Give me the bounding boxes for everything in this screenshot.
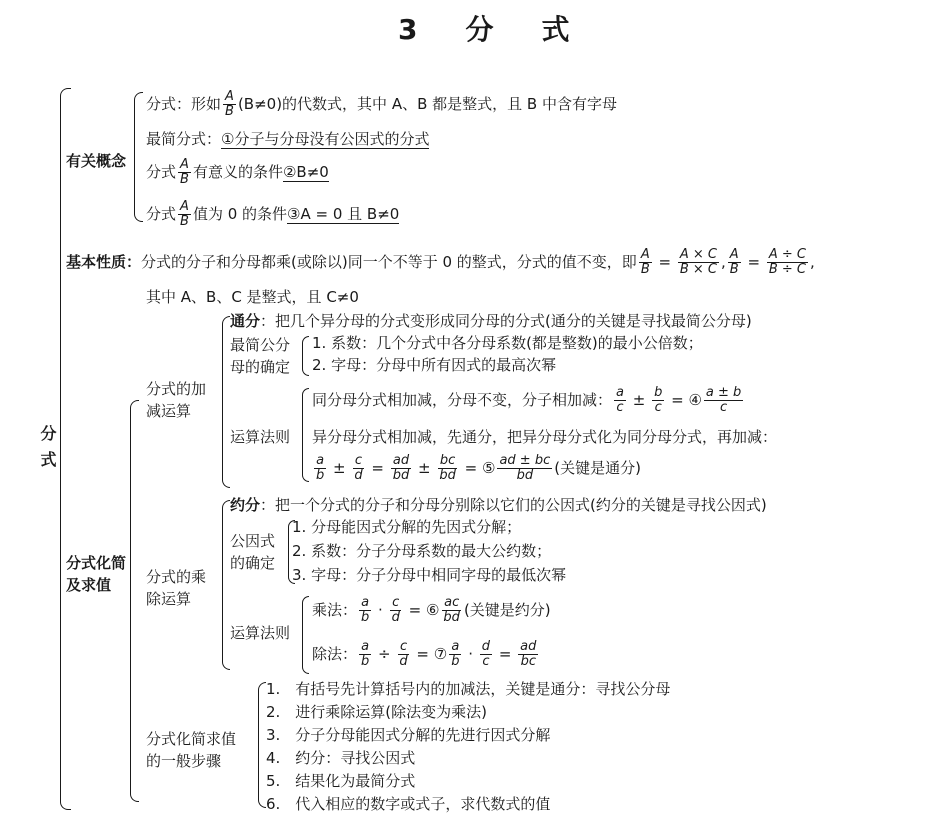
step-item-5: 5. 结果化为最简分式: [266, 772, 416, 790]
concept-definition: 分式：形如 $\frac{A}{B}$ (B≠0)的代数式，其中 A、B 都是整式，且 B 中含有字母: [146, 89, 617, 119]
step-item-6: 6. 代入相应的数字或式子，求代数式的值: [266, 795, 551, 813]
concept-meaningful: 分式 $\frac{A}{B}$ 有意义的条件②B≠0: [146, 157, 329, 187]
simplify-label: 分式化简 及求值: [66, 554, 127, 594]
concept-simplest: 最简分式：①分子与分母没有公因式的分式: [146, 130, 430, 148]
diff-denominator-formula: $\frac{a}{b}$ ± $\frac{c}{d}$ = $\frac{ad}{bd}$ ± $\frac{bc}{bd}$ = ⑤ $\frac{ad \pm bc}{bd}$ (关键是通分): [316, 453, 641, 483]
simplify-brace: [130, 400, 139, 802]
lcd-label: 最简公分 母的确定: [230, 336, 291, 376]
steps-label: 分式化简求值 的一般步骤: [146, 730, 237, 770]
step-item-4: 4. 约分：寻找公因式: [266, 749, 416, 767]
lcd-brace: [302, 336, 309, 376]
division-rule: 除法： $\frac{a}{b}$ ÷ $\frac{c}{d}$ = ⑦ $\frac{a}{b}$ · $\frac{d}{c}$ = $\frac{ad}{bc}$: [312, 639, 537, 669]
step-item-3: 3. 分子分母能因式分解的先进行因式分解: [266, 726, 551, 744]
same-denominator-rule: 同分母分式相加减，分母不变，分子相加减： $\frac{a}{c}$ ± $\frac{b}{c}$ = ④ $\frac{a \pm b}{c}$: [312, 385, 742, 415]
mul-label: 分式的乘 除运算: [146, 568, 207, 608]
page-title: 3 分 式: [398, 13, 580, 46]
step-item-1: 1. 有括号先计算括号内的加减法，关键是通分：寻找公分母: [266, 680, 671, 698]
concepts-brace: [134, 92, 143, 222]
root-brace: [60, 88, 71, 810]
root-label: 分式: [38, 425, 57, 477]
step-item-2: 2. 进行乘除运算(除法变为乘法): [266, 703, 488, 721]
multiplication-rule: 乘法： $\frac{a}{b}$ · $\frac{c}{d}$ = ⑥ $\frac{ac}{bd}$ (关键是约分): [312, 595, 551, 625]
add-rule-label: 运算法则: [230, 428, 291, 446]
add-brace: [222, 316, 230, 488]
concepts-label: 有关概念: [66, 152, 127, 170]
mul-rule-label: 运算法则: [230, 624, 291, 642]
mul-brace: [222, 500, 230, 670]
gcf-item-3: 3. 字母：分子分母中相同字母的最低次幂: [292, 566, 567, 584]
property-line2: 其中 A、B、C 是整式，且 C≠0: [146, 288, 359, 306]
mul-rule-brace: [302, 596, 309, 674]
concept-zero: 分式 $\frac{A}{B}$ 值为 0 的条件③A = 0 且 B≠0: [146, 199, 400, 229]
steps-brace: [258, 682, 266, 808]
gcf-item-2: 2. 系数：分子分母系数的最大公约数；: [292, 542, 552, 560]
lcd-item-2: 2. 字母：分母中所有因式的最高次幂: [312, 356, 557, 374]
gcf-label: 公因式 的确定: [230, 532, 276, 572]
gcf-item-1: 1. 分母能因式分解的先因式分解；: [292, 518, 522, 536]
add-label: 分式的加 减运算: [146, 380, 207, 420]
tongfen-line: 通分：把几个异分母的分式变形成同分母的分式(通分的关键是寻找最简公分母): [230, 312, 752, 330]
add-rule-brace: [302, 388, 309, 482]
lcd-item-1: 1. 系数：几个分式中各分母系数(都是整数)的最小公倍数；: [312, 334, 703, 352]
property-line1: 基本性质：分式的分子和分母都乘(或除以)同一个不等于 0 的整式，分式的值不变，即 $\frac{A}{B}$ = $\frac{A \times C}{B \times C}$ , $\frac{A}{B}$ = $\frac{A \div C}{B \div C}$ ,: [66, 247, 815, 277]
fraction-a-over-b: $\frac{A}{B}$: [225, 89, 234, 119]
diff-denominator-rule: 异分母分式相加减，先通分，把异分母分式化为同分母分式，再加减：: [312, 428, 778, 446]
yuefen-line: 约分：把一个分式的分子和分母分别除以它们的公因式(约分的关键是寻找公因式): [230, 496, 767, 514]
